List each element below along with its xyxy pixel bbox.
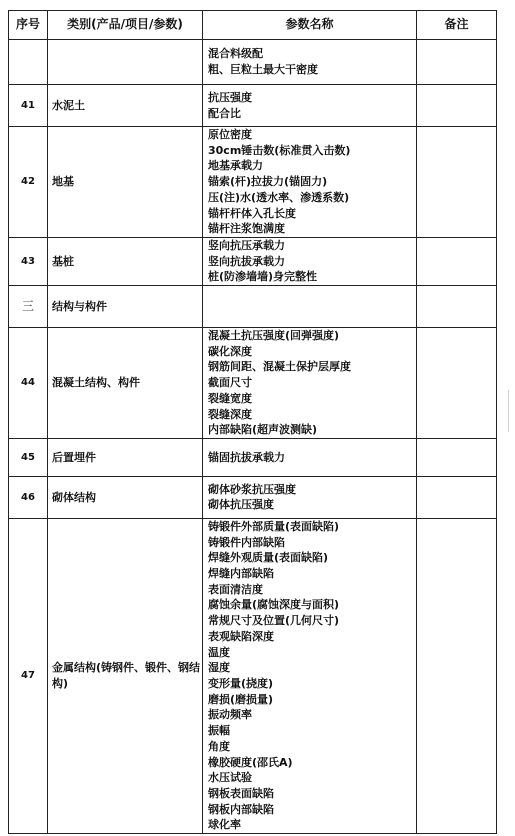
- param-line: 配合比: [208, 106, 241, 120]
- param-line: 常规尺寸及位置(几何尺寸): [208, 614, 340, 628]
- header-remark: 备注: [417, 11, 497, 40]
- cell-remark: [417, 237, 497, 285]
- parameter-table: [8, 10, 497, 834]
- cell-no: 三: [9, 286, 48, 328]
- table-row: [9, 40, 497, 85]
- header-no: 序号: [9, 11, 48, 40]
- param-line: 钢板表面缺陷: [208, 786, 274, 800]
- table-row: [9, 237, 497, 285]
- cell-category: 金属结构(铸钢件、锻件、钢结构): [48, 518, 203, 833]
- param-line: 原位密度: [208, 128, 252, 141]
- cell-params: [203, 476, 417, 518]
- param-line: 变形量(挠度): [208, 676, 274, 690]
- cell-remark: [417, 127, 497, 238]
- param-line: 砌体砂浆抗压强度: [208, 482, 296, 496]
- param-line: 裂缝深度: [208, 407, 252, 421]
- table-row: [9, 476, 497, 518]
- cell-category: 结构与构件: [48, 286, 203, 328]
- param-line: 裂缝宽度: [208, 391, 252, 405]
- param-line: 振幅: [208, 724, 230, 738]
- param-line: 湿度: [208, 661, 230, 675]
- cell-category: 水泥土: [48, 85, 203, 127]
- cell-remark: [417, 286, 497, 328]
- cell-params: [203, 328, 417, 439]
- param-line: 橡胶硬度(邵氏A): [208, 755, 293, 769]
- cell-category: 砌体结构: [48, 476, 203, 518]
- cell-params: [203, 127, 417, 238]
- table-row: [9, 438, 497, 476]
- param-line: 碳化深度: [208, 344, 252, 358]
- cell-no: [9, 40, 48, 85]
- param-line: 地基承载力: [208, 159, 263, 173]
- cell-remark: [417, 40, 497, 85]
- param-line: 球化率: [208, 818, 241, 832]
- param-line: 内部缺陷(超声波测缺): [208, 423, 318, 437]
- param-line: 截面尺寸: [208, 376, 252, 390]
- param-line: 焊缝外观质量(表面缺陷): [208, 551, 329, 565]
- param-line: 粗、巨粒土最大干密度: [208, 63, 318, 76]
- header-category: 类别(产品/项目/参数): [48, 11, 203, 40]
- cell-category: 混凝土结构、构件: [48, 328, 203, 439]
- param-line: 磨损(磨损量): [208, 692, 274, 706]
- table-body: [9, 40, 497, 834]
- param-line: 桩(防渗墙墙)身完整性: [208, 270, 318, 284]
- cell-remark: [417, 438, 497, 476]
- cell-no: 45: [9, 438, 48, 476]
- cell-remark: [417, 518, 497, 833]
- param-line: 振动频率: [208, 708, 252, 722]
- cell-remark: [417, 85, 497, 127]
- header-row: [9, 11, 497, 40]
- cell-remark: [417, 328, 497, 439]
- param-line: 角度: [208, 739, 230, 753]
- param-line: 锚固抗拔承载力: [208, 450, 285, 464]
- table-row: [9, 286, 497, 328]
- table-row: [9, 328, 497, 439]
- param-line: 温度: [208, 645, 230, 659]
- page-edge-mark: [508, 390, 509, 432]
- param-line: 砌体抗压强度: [208, 498, 274, 512]
- param-line: 抗压强度: [208, 90, 252, 104]
- param-line: 钢筋间距、混凝土保护层厚度: [208, 360, 351, 374]
- param-line: 表观缺陷深度: [208, 629, 274, 643]
- param-line: 混合料级配: [208, 47, 263, 61]
- cell-params: [203, 237, 417, 285]
- param-line: 焊缝内部缺陷: [208, 567, 274, 581]
- param-line: 锚杆注浆饱满度: [208, 222, 285, 236]
- cell-no: 43: [9, 237, 48, 285]
- cell-category: [48, 40, 203, 85]
- cell-category: 地基: [48, 127, 203, 238]
- param-line: 钢板内部缺陷: [208, 802, 274, 816]
- param-line: 30cm锤击数(标准贯入击数): [208, 143, 351, 157]
- header-params: 参数名称: [203, 11, 417, 40]
- param-line: 腐蚀余量(腐蚀深度与面积): [208, 598, 340, 612]
- param-line: 竖向抗拔承载力: [208, 254, 285, 268]
- param-line: 竖向抗压承载力: [208, 238, 285, 252]
- cell-remark: [417, 476, 497, 518]
- param-line: 水压试验: [208, 771, 252, 785]
- param-line: 锚索(杆)拉拔力(锚固力): [208, 175, 328, 189]
- cell-category: 后置埋件: [48, 438, 203, 476]
- param-line: 混凝土抗压强度(回弹强度): [208, 329, 340, 343]
- cell-params: [203, 438, 417, 476]
- table-row: [9, 518, 497, 833]
- cell-category: 基桩: [48, 237, 203, 285]
- cell-no: 41: [9, 85, 48, 127]
- cell-no: 42: [9, 127, 48, 238]
- table-row: [9, 127, 497, 238]
- cell-params: [203, 286, 417, 328]
- cell-params: [203, 518, 417, 833]
- cell-no: 46: [9, 476, 48, 518]
- param-line: 锚杆杆体入孔长度: [208, 206, 296, 220]
- cell-params: [203, 40, 417, 85]
- param-line: 压(注)水(透水率、渗透系数): [208, 190, 350, 204]
- param-line: 铸锻件内部缺陷: [208, 535, 285, 549]
- param-line: 表面清洁度: [208, 582, 263, 596]
- cell-no: 44: [9, 328, 48, 439]
- cell-no: 47: [9, 518, 48, 833]
- param-line: 铸锻件外部质量(表面缺陷): [208, 519, 340, 533]
- table-row: [9, 85, 497, 127]
- cell-params: [203, 85, 417, 127]
